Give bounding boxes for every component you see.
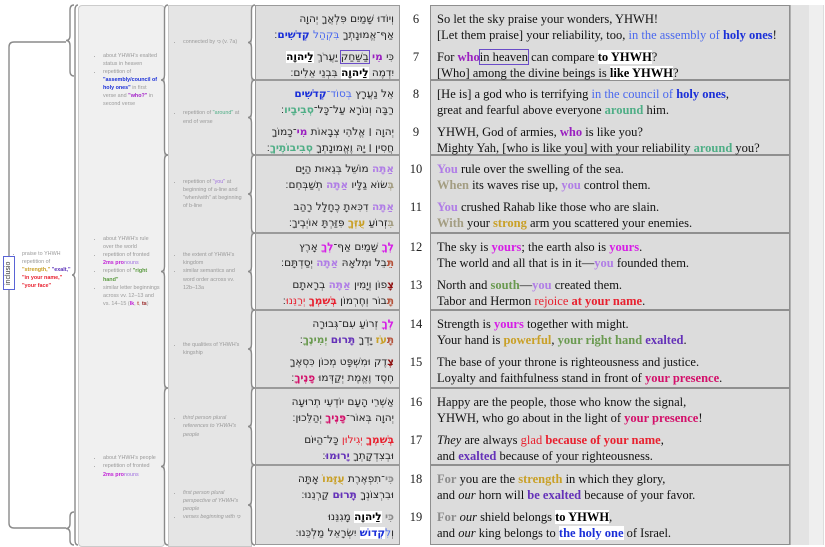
text-segment: you [532,278,552,292]
text-segment: צָ [387,279,394,291]
text-segment: who [559,125,583,139]
text-segment: ! [772,28,777,42]
text-segment: רַבָּה וְנוֹרָא עַל־כָּל־ [313,104,394,116]
text-segment: be exalted [527,488,582,502]
text-segment: ׃ [299,334,303,346]
text-segment: "you" [212,178,226,185]
text-segment: לַיהוָה [286,51,314,63]
text-segment: You [437,162,458,176]
text-segment: Happy are the people, those who know the signal, [437,395,687,409]
text-segment: פָּנֶיךָ [325,412,347,424]
text-segment: חֶסֶד וֶאֱמֶת יְקַדְּמוּ [315,372,394,384]
verse-number: 18 [409,472,423,486]
text-segment: third person plural references to YHWH's people [183,415,237,438]
text-segment: because of your righteousness. [496,449,653,463]
text-segment: [He is] a god who is terrifying [437,87,592,101]
text-segment: תְשַׁבְּחֵם׃ [285,179,327,191]
text-segment: אַתָּה [326,179,349,191]
verse-pair-brace [248,465,255,545]
text-segment: Loyalty and faithfulness stand in front of [437,371,645,385]
text-segment: כָּל־הַיּוֹם [304,434,342,446]
text-segment: אֵל נַעֲרָץ [351,88,394,100]
verse-number: 16 [409,395,423,409]
text-segment: שָׁמַיִם אַף־ [333,241,382,253]
text-segment: YHWH, God of armies, [437,125,560,139]
text-segment: about YHWH's exalted status in heaven [103,52,157,67]
text-segment: בַשַּׁחַק [340,51,369,63]
text-segment: its waves rise up, [468,178,562,192]
text-segment: לַיהוָה [354,511,382,523]
text-segment: יִדְמֶה [368,67,394,79]
text-segment: you? [732,141,760,155]
text-segment: ׃ [322,450,326,462]
text-segment: "exalt," [51,266,71,273]
text-segment: כִּי [382,51,394,63]
text-segment: ׃ [291,372,295,384]
text-segment: יְרַנֵּנוּ [285,295,306,307]
text-segment: ? [672,66,679,80]
text-segment: holy ones [722,28,773,42]
text-segment: and [437,449,459,463]
text-segment: like YHWH [609,66,673,80]
text-segment: rejoice [534,294,572,308]
text-segment: south [490,278,520,292]
text-segment: סְבִיבָיו [284,104,314,116]
text-segment: תָּ [386,334,394,346]
text-segment: תֵּ [386,257,394,269]
text-segment: דֶק וּמִשְׁפָּט מְכוֹן כִּסְאֶךָ [289,356,388,368]
text-segment: created them. [551,278,623,292]
text-segment: צֶ [387,356,394,368]
text-segment: אָתָּה [298,473,323,485]
verse-number: 11 [409,200,423,214]
text-segment: , [134,300,138,307]
text-segment: ? [651,50,658,64]
text-segment: about YHWH's people [103,455,156,462]
text-segment: בוֹר וְחֶרְמוֹן [336,295,387,307]
text-segment: nouns [123,471,139,478]
text-segment: זְרוֹעַ עִם־גְּבוּרָה [312,318,382,330]
text-segment: about YHWH's rule over the world [103,236,149,251]
verse-pair-brace [248,155,255,233]
text-segment: מִי [296,126,308,138]
text-segment: glad [520,433,546,447]
text-segment: repetition of [103,268,133,275]
text-segment: לְךָ [381,241,394,253]
text-segment: similar letter beginnings across vv. 12–13 and vs. 14–15 ( [103,284,160,307]
text-segment: yours [491,240,522,254]
text-segment: rule over the swelling of the sea. [457,162,624,176]
verse-pair-brace [248,5,255,80]
text-segment: יָרוּמוּ [325,450,350,462]
text-segment: are always [461,433,521,447]
text-segment: strength [518,472,563,486]
text-segment: , [725,87,729,101]
text-segment: the qualities of YHWH's kingship [183,341,240,356]
text-segment: ) [146,300,149,307]
text-segment: "around" [212,110,234,117]
text-segment: "your face" [22,283,52,290]
text-segment: וְ [391,527,394,539]
text-segment: great and fearful above everyone [437,103,605,117]
text-segment: וְיוֹדוּ שָׁמַיִם פִּלְאֲךָ יְהוָה [299,13,394,25]
section-brace [161,388,168,545]
text-segment: כִּי [384,511,394,523]
text-segment: arm you scattered your enemies. [526,216,693,230]
text-segment: and [437,488,459,502]
text-segment: repetition of fronted [103,252,150,259]
text-segment: who [457,50,480,64]
verse-number: 19 [409,510,423,524]
text-segment: your right hand [557,333,643,347]
text-segment: our [458,526,476,540]
text-segment: horn will [475,488,528,502]
text-segment: around [604,103,644,117]
text-segment: בִּקְהַל [313,29,340,41]
text-segment: The world and all that is in it— [437,256,595,270]
text-segment: North and [437,278,491,292]
verse-pair-brace [248,388,255,465]
text-segment: עֻזָּמוֹ [322,473,345,485]
whole-psalm-brace [72,5,78,545]
text-segment: you are the [456,472,519,486]
text-segment: in first verse and [103,85,147,100]
verse-pair-brace [248,80,255,155]
text-segment: קְדוֹשׁ [359,527,386,539]
text-segment: around [693,141,733,155]
text-segment: שׂוֹא גַלָּיו [348,179,388,191]
text-segment: יִשְׂרָאֵל מַלְכֵּנוּ׃ [295,527,360,539]
verse-pair-brace [248,233,255,310]
text-segment: ts [141,300,147,307]
text-segment: יָדְךָ [355,334,376,346]
text-segment: YHWH, who go about in the light of [437,411,625,425]
text-segment: repetition of [22,258,51,265]
text-segment: connected by כִּי (v. 7a) [183,39,238,46]
text-segment: ׃ [281,104,285,116]
text-segment: "who?" [128,93,148,100]
inclusio-label: inclusio [3,256,15,290]
text-segment: Mighty Yah, [who is like you] with your reliability [437,141,694,155]
verse-number: 13 [409,278,423,292]
text-segment: t [137,300,139,307]
text-segment: repetition of [183,110,213,117]
verse-number: 8 [412,87,420,101]
text-segment: . [642,294,646,308]
text-segment: אַתָּה [316,257,339,269]
text-segment: חֲסִין ׀ יָהּ וֶאֱמוּנָתְךָ [312,142,394,154]
text-segment: repetition of [183,178,213,185]
text-segment: , [609,510,613,524]
text-segment: at end of verse [183,110,240,125]
text-segment: קַרְנֵנוּ׃ [301,489,333,501]
text-segment: 2ms pro [103,260,124,267]
text-segment: because of your favor. [581,488,696,502]
text-segment: אַשְׁרֵי הָעָם יוֹדְעֵי תְרוּעָה [291,396,394,408]
text-segment: at your name [571,294,643,308]
text-segment: עֹז [375,334,387,346]
text-segment: your [463,216,494,230]
text-segment: מוֹשֵׁל בְּגֵאוּת הַיָּם [295,163,372,175]
text-segment: nouns [123,260,139,267]
text-segment: תָּרוּם [332,489,357,501]
text-segment: crushed Rahab like those who are slain. [457,200,660,214]
text-segment: בְּ [387,179,394,191]
text-segment: תָּרוּם [330,334,356,346]
text-segment: 2ms pro [103,471,124,478]
verse-number: 17 [409,433,423,447]
inclusio-bottom-brace [66,512,74,545]
text-segment: אַף־אֱמוּנָתְךָ [339,29,394,41]
verse-number: 7 [412,50,420,64]
text-segment: [Let them praise] your reliability, too, [437,28,629,42]
text-segment: king belongs to [475,526,559,540]
text-segment: When [437,178,469,192]
text-segment: to YHWH [597,50,652,64]
text-segment: פוֹן וְיָמִין [350,279,388,291]
text-segment: בְּשִׁמְךָ [308,295,337,307]
text-segment: For [437,472,457,486]
text-segment: בִּ [387,217,394,229]
text-segment: "strength," [22,266,51,273]
text-segment: Strength is [437,317,494,331]
text-segment: בְּסוֹד־ [326,88,352,100]
text-segment: For [437,50,458,64]
text-segment: ! [698,411,703,425]
text-segment: בֵל וּמְלֹאָהּ [338,257,387,269]
text-segment: can compare [527,50,598,64]
text-segment: תָּ [386,295,394,307]
text-segment: לִ [385,527,392,539]
text-segment: because of your name [545,433,661,447]
text-segment: exalted [645,333,684,347]
text-segment: Your hand is [437,333,504,347]
text-segment: They [437,433,462,447]
text-segment: Tabor and Hermon [437,294,535,308]
text-segment: קְדֹשִׁים [294,88,327,100]
text-segment: , [660,433,664,447]
text-segment: יְהוָה ׀ אֱלֹהֵי צְבָאוֹת [307,126,394,138]
verse-number: 15 [409,355,423,369]
text-segment: . [719,371,723,385]
section-brace [161,155,168,388]
text-segment: יְהַלֵּכוּן׃ [292,412,326,424]
text-segment: control them. [580,178,651,192]
verse-pair-brace [248,310,255,388]
text-segment: דִכִּאתָ כֶחָלָל רָהַב [293,201,372,213]
text-segment: ׃ [282,295,286,307]
text-segment: in the assembly of [628,28,723,42]
text-segment: יְהוָה בְּאוֹר־ [346,412,394,424]
text-segment: . [639,240,643,254]
text-segment: first person plural perspective of YHWH's people [183,489,239,512]
text-segment: you [594,256,614,270]
text-segment: your presence [624,411,699,425]
text-segment: You [437,200,458,214]
text-segment: in which they glory, [562,472,666,486]
text-segment: repetition of [103,68,132,75]
text-segment: ־תִפְאֶרֶת [344,473,385,485]
text-segment: ; the earth also is [521,240,610,254]
verse-number: 12 [409,240,423,254]
text-segment: For [437,510,457,524]
text-segment: כִּי [384,473,394,485]
text-segment: פִּזַּרְתָּ אוֹיְבֶיךָ׃ [288,217,348,229]
text-segment: of Israel. [623,526,672,540]
text-segment: in heaven [479,50,528,64]
text-segment: יַעֲרֹךְ [313,51,341,63]
text-segment: "in your name," [22,275,63,282]
text-segment: — [519,278,533,292]
text-segment: מִי [372,51,383,63]
text-segment: to YHWH [555,510,610,524]
text-segment: לְךָ [321,241,334,253]
text-segment: אַתָּה [371,163,394,175]
text-segment: praise to YHWH [22,250,61,257]
text-segment: powerful [503,333,552,347]
text-segment: our [458,488,476,502]
inclusio-connector [9,42,66,528]
text-segment: The sky is [437,240,492,254]
text-segment: בִּבְנֵי אֵלִים׃ [290,67,342,79]
text-segment: מָגִנֵּנוּ [328,511,355,523]
text-segment: exalted [458,449,497,463]
text-segment: עֻזְּךָ [347,217,366,229]
text-segment: the holy one [558,526,624,540]
text-segment: "assembly/council of holy ones" [103,76,158,92]
text-segment: verses beginning with כִּי [183,514,241,521]
verse-number: 9 [412,125,420,139]
inclusio-top-brace [66,5,74,76]
text-segment: So let the sky praise your wonders, YHWH! [437,12,659,26]
text-segment: founded them. [613,256,690,270]
text-segment: אָרֶץ [299,241,322,253]
text-segment: קְדֹשִׁים [277,29,310,41]
text-segment: at beginning of a-line and "when/with" at beginning of b-line [183,178,242,210]
text-segment: [Who] among the divine beings is [437,66,610,80]
verse-number: 6 [412,12,420,26]
text-segment: your presence [644,371,720,385]
text-segment: in second verse [103,93,154,108]
text-segment: yours [493,317,524,331]
text-segment: is like you? [582,125,643,139]
text-segment: ׃ [274,29,278,41]
text-segment: יְמִינֶךָ [302,334,328,346]
text-segment: אַתָּה [371,201,394,213]
text-segment: lk [129,300,135,307]
text-segment: "right hand" [103,268,148,283]
text-segment: yours [609,240,640,254]
text-segment: פָנֶיךָ [294,372,316,384]
text-segment: , [138,300,142,307]
verse-number: 14 [409,317,423,331]
text-segment: and [437,526,459,540]
text-segment: strong [493,216,527,230]
text-segment: similar semantics and word order across vv. 12b–13a [183,268,235,291]
text-segment: יְגִילוּן [341,434,363,446]
text-segment: לַיהוָה [341,67,369,79]
section-brace [161,5,168,155]
text-segment: repetition of fronted [103,463,150,470]
text-segment: him. [643,103,670,117]
text-segment: בְרָאתָם [292,279,329,291]
text-segment: ־כָמוֹךָ [271,126,297,138]
text-segment: לְךָ [381,318,394,330]
text-segment: The base of your throne is righteousness and justice. [437,355,700,369]
text-segment: you [561,178,581,192]
text-segment: יְסַדְתָּם׃ [281,257,317,269]
text-segment: וּבְצִדְקָתְךָ [349,450,394,462]
verse-number: 10 [409,162,423,176]
text-segment: in the council of [591,87,677,101]
text-segment: אַתָּה [328,279,351,291]
text-segment: our [459,510,477,524]
text-segment: זְרוֹעַ [365,217,388,229]
text-segment: סְבִיבוֹתֶיךָ [269,142,313,154]
text-segment: , [551,333,558,347]
text-segment: the extent of YHWH's kingdom [183,252,235,267]
text-segment: וּבִרְצוֹנְךָ [356,489,394,501]
text-segment: holy ones [676,87,726,101]
text-segment: With [437,216,464,230]
text-segment: together with might. [523,317,629,331]
text-segment: . [683,333,687,347]
text-segment: ׃ [266,142,270,154]
text-segment: shield belongs [476,510,556,524]
text-segment: בְּשִׁמְךָ [365,434,394,446]
